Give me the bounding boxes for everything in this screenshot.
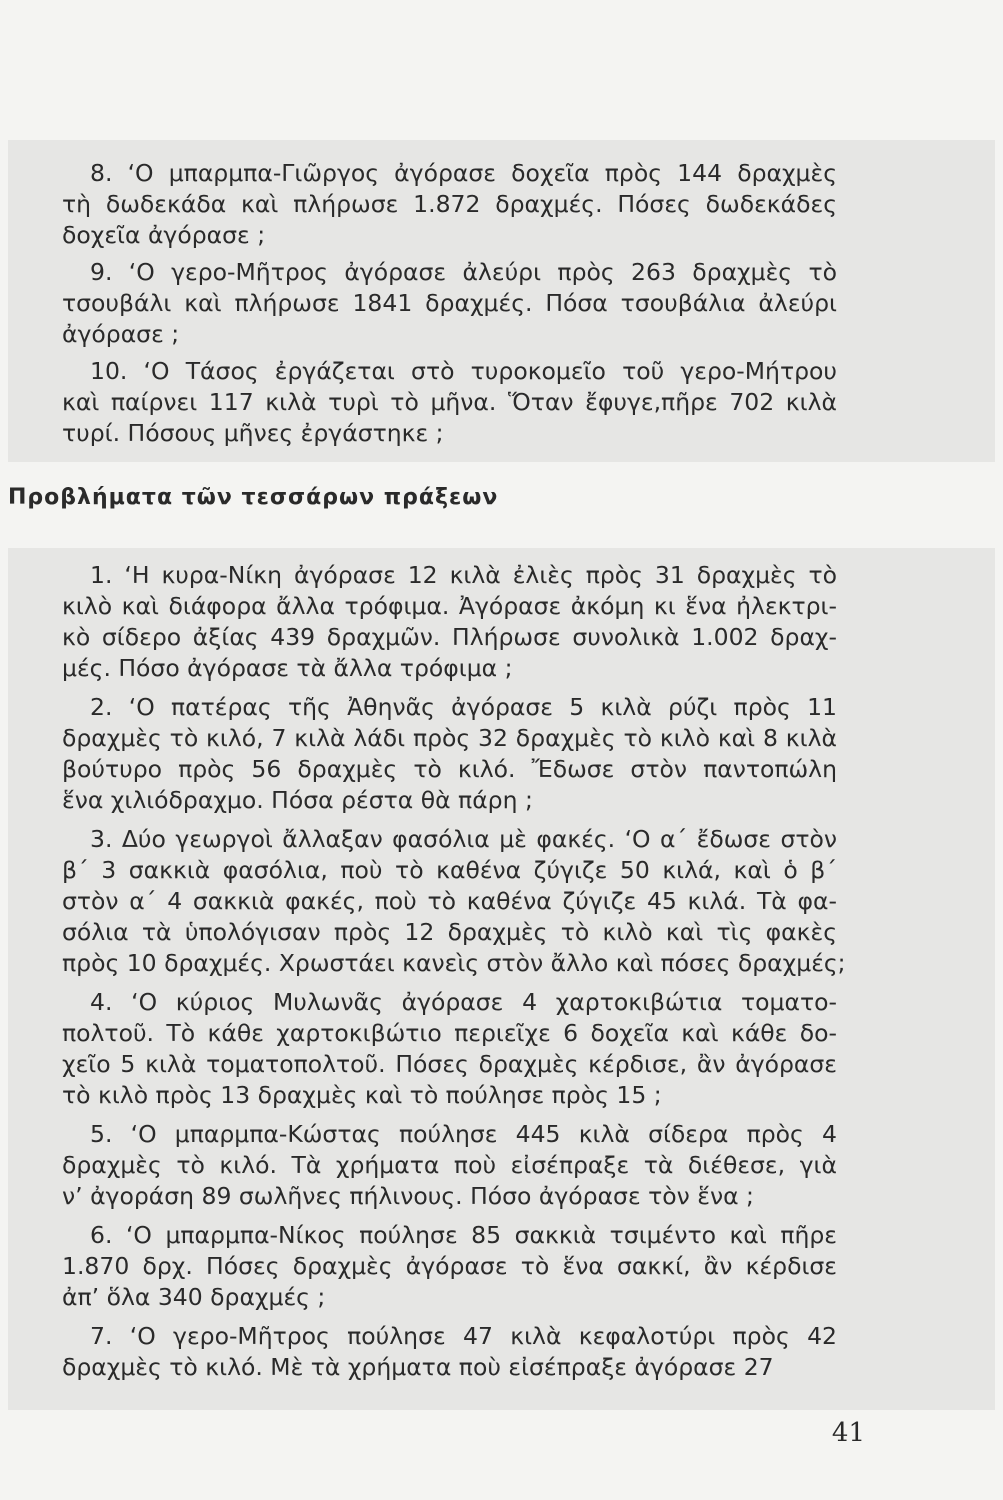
problem-line: κὸ σίδερο ἀξίας 439 δραχμῶν. Πλήρωσε συνολικὰ 1.002 δραχ- (62, 623, 837, 651)
problem-line: β΄ 3 σακκιὰ φασόλια, ποὺ τὸ καθένα ζύγιζε 50 κιλά, καὶ ὁ β΄ (62, 856, 837, 884)
section-heading: Προβλήματα τῶν τεσσάρων πράξεων (8, 485, 499, 510)
problem-line: ἀγόρασε ; (62, 320, 180, 348)
problem-line: 4. ‘Ο κύριος Μυλωνᾶς ἀγόρασε 4 χαρτοκιβώτια τοματο- (90, 988, 837, 1016)
problem-line: τὸ κιλὸ πρὸς 13 δραχμὲς καὶ τὸ πούλησε πρὸς 15 ; (62, 1081, 662, 1109)
problem-line: δραχμὲς τὸ κιλό. Τὰ χρήματα ποὺ εἰσέπραξε τὰ διέθεσε, γιὰ (62, 1151, 837, 1179)
problem-item (62, 692, 837, 816)
problem-item (62, 158, 837, 251)
problem-item (62, 560, 837, 684)
problem-item (62, 1321, 837, 1383)
problem-line: ἀπ’ ὅλα 340 δραχμές ; (62, 1283, 326, 1311)
problem-line: 3. Δύο γεωργοὶ ἄλλαξαν φασόλια μὲ φακές. ‘Ο α΄ ἔδωσε στὸν (90, 825, 837, 853)
problem-line: 2. ‘Ο πατέρας τῆς Ἀθηνᾶς ἀγόρασε 5 κιλὰ ρύζι πρὸς 11 (90, 693, 837, 721)
problem-line: βούτυρο πρὸς 56 δραχμὲς τὸ κιλό. Ἔδωσε στὸν παντοπώλη (62, 755, 837, 783)
problem-item (62, 987, 837, 1111)
problems-list-top (62, 158, 837, 455)
problems-list-bottom (62, 560, 846, 1391)
problem-line: πολτοῦ. Τὸ κάθε χαρτοκιβώτιο περιεῖχε 6 δοχεῖα καὶ κάθε δο- (62, 1019, 837, 1047)
problem-line: ἕνα χιλιόδραχμο. Πόσα ρέστα θὰ πάρη ; (62, 786, 533, 814)
problem-line: στὸν α΄ 4 σακκιὰ φακές, ποὺ τὸ καθένα ζύγιζε 45 κιλά. Τὰ φα- (62, 887, 837, 915)
problem-line: 7. ‘Ο γερο-Μῆτρος πούλησε 47 κιλὰ κεφαλοτύρι πρὸς 42 (90, 1322, 837, 1350)
problem-line: 8. ‘Ο μπαρμπα-Γιῶργος ἀγόρασε δοχεῖα πρὸς 144 δραχμὲς (90, 159, 837, 187)
problem-line: τὴ δωδεκάδα καὶ πλήρωσε 1.872 δραχμές. Πόσες δωδεκάδες (62, 190, 837, 218)
problem-line: 9. ‘Ο γερο-Μῆτρος ἀγόρασε ἀλεύρι πρὸς 263 δραχμὲς τὸ (90, 258, 837, 286)
problem-line: κιλὸ καὶ διάφορα ἄλλα τρόφιμα. Ἀγόρασε ἀκόμη κι ἕνα ἠλεκτρι- (62, 592, 837, 620)
problem-line: δραχμὲς τὸ κιλό. Μὲ τὰ χρήματα ποὺ εἰσέπραξε ἀγόρασε 27 (62, 1353, 774, 1381)
problem-line: ν’ ἀγοράση 89 σωλῆνες πήλινους. Πόσο ἀγόρασε τὸν ἕνα ; (62, 1182, 754, 1210)
problem-item (62, 1119, 837, 1212)
problem-line: δραχμὲς τὸ κιλό, 7 κιλὰ λάδι πρὸς 32 δραχμὲς τὸ κιλὸ καὶ 8 κιλὰ (62, 724, 837, 752)
problem-line: 10. ‘Ο Τάσος ἐργάζεται στὸ τυροκομεῖο τοῦ γερο-Μήτρου (90, 357, 837, 385)
problem-line: 1.870 δρχ. Πόσες δραχμὲς ἀγόρασε τὸ ἕνα σακκί, ἂν κέρδισε (62, 1252, 837, 1280)
problem-line: 1. ‘Η κυρα-Νίκη ἀγόρασε 12 κιλὰ ἐλιὲς πρὸς 31 δραχμὲς τὸ (90, 561, 837, 589)
problem-line: 5. ‘Ο μπαρμπα-Κώστας πούλησε 445 κιλὰ σίδερα πρὸς 4 (90, 1120, 837, 1148)
problem-line: μές. Πόσο ἀγόρασε τὰ ἄλλα τρόφιμα ; (62, 654, 513, 682)
page-number: 41 (831, 1418, 865, 1448)
problem-line: τσουβάλι καὶ πλήρωσε 1841 δραχμές. Πόσα τσουβάλια ἀλεύρι (62, 289, 837, 317)
problem-line: σόλια τὰ ὑπολόγισαν πρὸς 12 δραχμὲς τὸ κιλὸ καὶ τὶς φακὲς (62, 918, 837, 946)
problem-item (62, 257, 837, 350)
problem-item (62, 356, 837, 449)
problem-line: δοχεῖα ἀγόρασε ; (62, 221, 266, 249)
problem-line: καὶ παίρνει 117 κιλὰ τυρὶ τὸ μῆνα. Ὅταν ἔφυγε,πῆρε 702 κιλὰ (62, 388, 837, 416)
problem-item (62, 824, 846, 979)
problem-line: τυρί. Πόσους μῆνες ἐργάστηκε ; (62, 419, 444, 447)
problem-item (62, 1220, 837, 1313)
problem-line: πρὸς 10 δραχμές. Χρωστάει κανεὶς στὸν ἄλλο καὶ πόσες δραχμές; (62, 949, 846, 977)
problem-line: 6. ‘Ο μπαρμπα-Νίκος πούλησε 85 σακκιὰ τσιμέντο καὶ πῆρε (90, 1221, 837, 1249)
problem-line: χεῖο 5 κιλὰ τοματοπολτοῦ. Πόσες δραχμὲς κέρδισε, ἂν ἀγόρασε (62, 1050, 837, 1078)
